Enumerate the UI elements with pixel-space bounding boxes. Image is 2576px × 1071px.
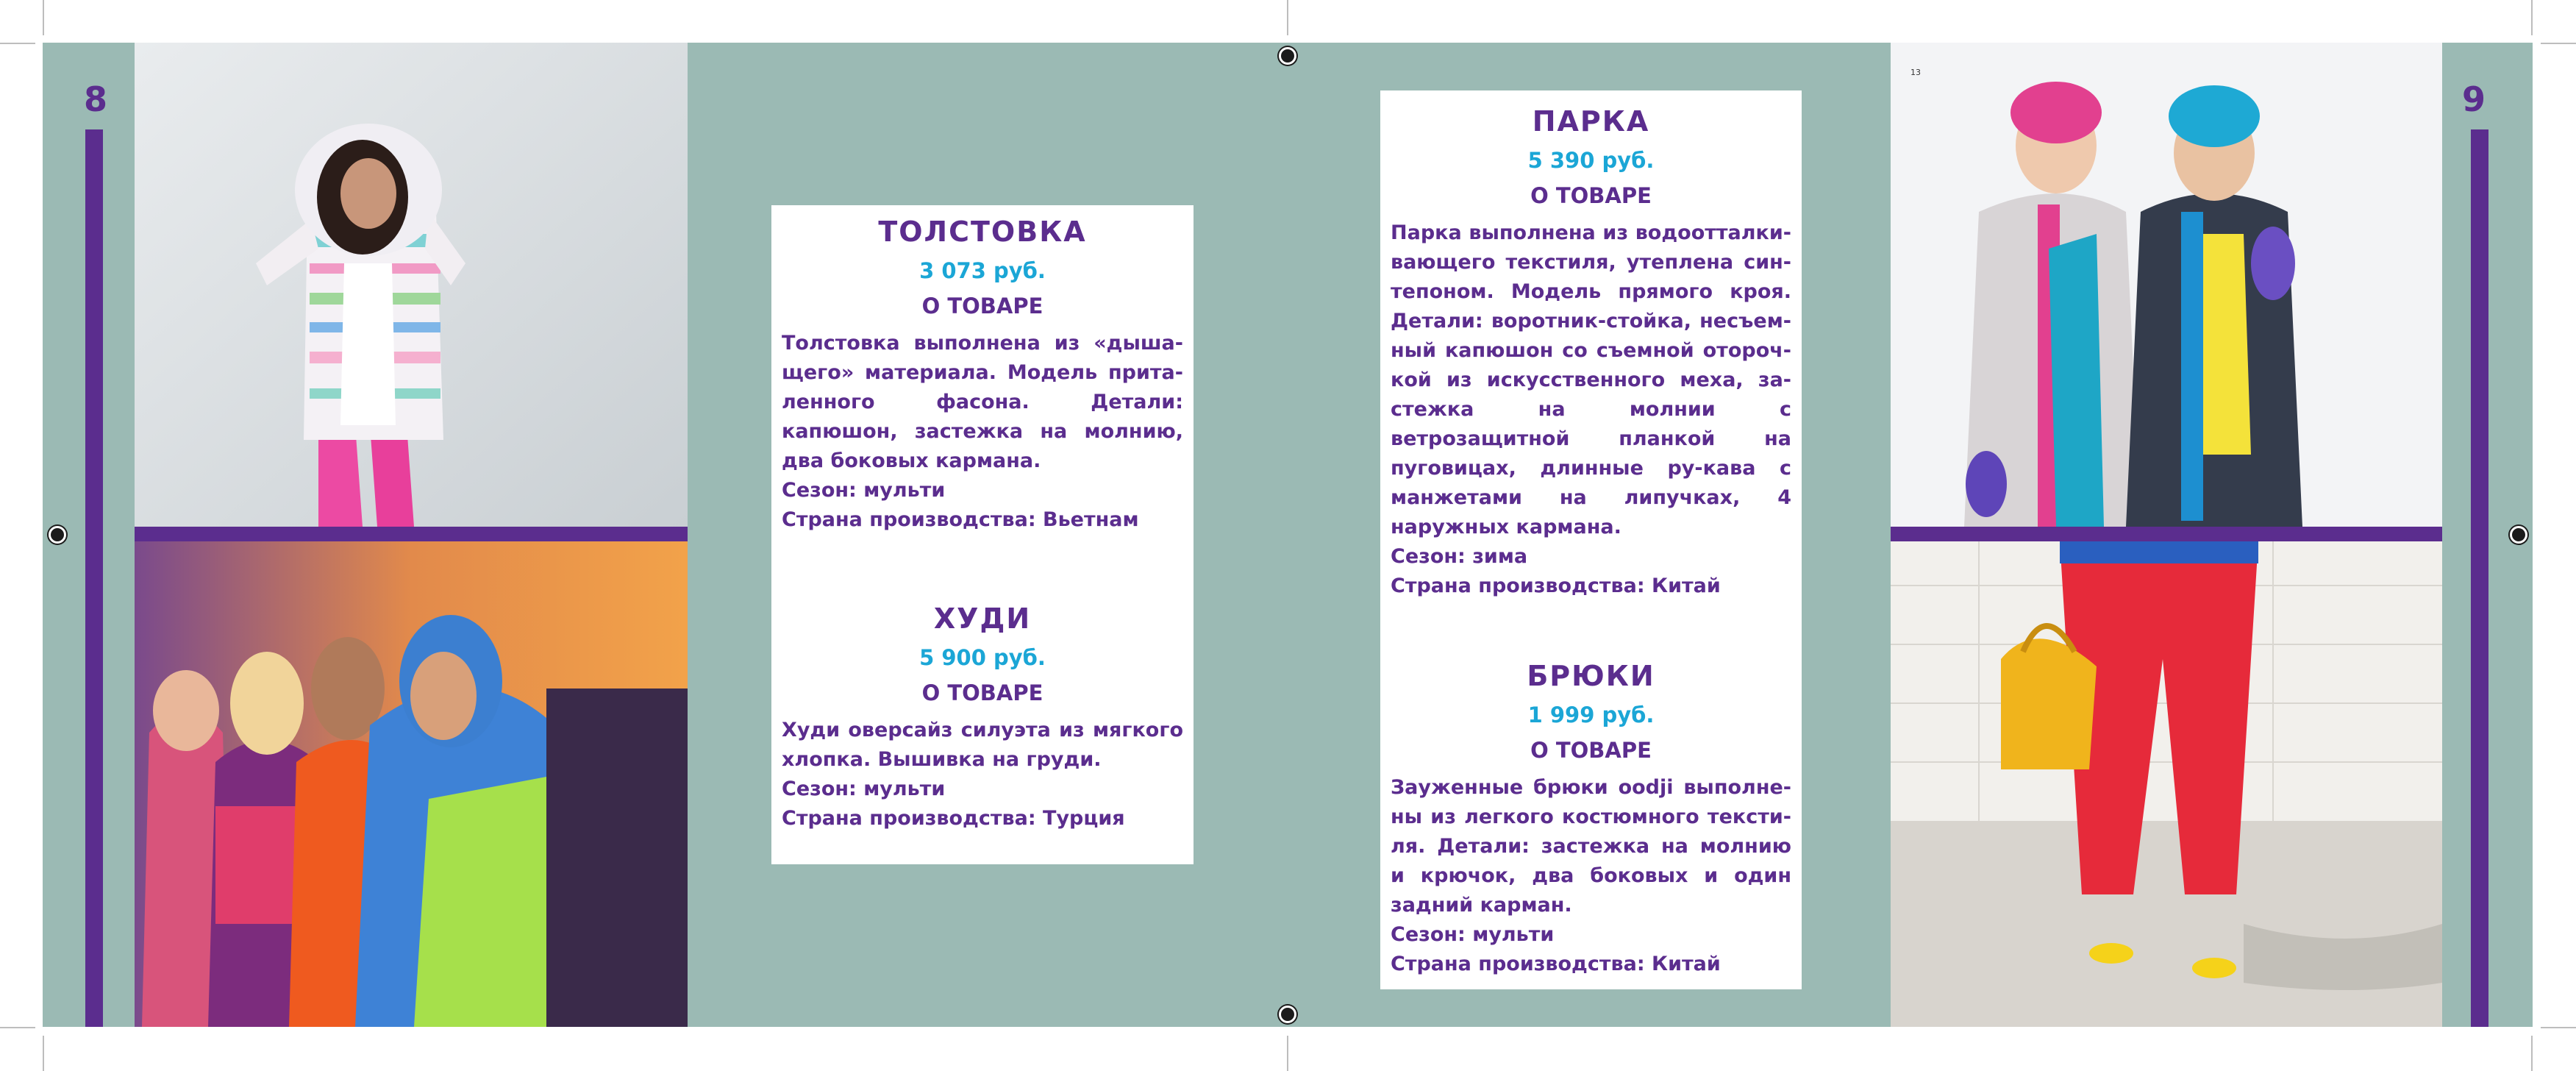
crop-mark bbox=[43, 1036, 44, 1071]
page-number-left: 8 bbox=[83, 79, 107, 119]
crop-mark bbox=[1287, 1036, 1288, 1071]
crop-mark bbox=[2541, 1027, 2576, 1028]
product-title: БРЮКИ bbox=[1527, 660, 1655, 692]
product-description: Худи оверсайз силуэта из мягкого хлопка. Вышивка на груди. bbox=[782, 719, 1183, 771]
product-card-left bbox=[771, 205, 1194, 864]
crop-mark bbox=[1287, 0, 1288, 35]
photo-woman-red-pants bbox=[1891, 541, 2442, 1027]
registration-mark bbox=[49, 526, 66, 544]
photo-girl-striped-hoodie bbox=[135, 43, 688, 527]
product-description: Зауженные брюки oodji выполне-ны из легкого костюмного тексти-ля. Детали: застежка на молнию и крючок, два боковых и один задний карман. bbox=[1391, 776, 1791, 917]
product-season: Сезон: мульти bbox=[782, 778, 946, 800]
product-season: Сезон: мульти bbox=[1391, 923, 1555, 946]
product-card-right bbox=[1380, 90, 1802, 989]
product-description: Парка выполнена из водоотталки-вающего текстиля, утеплена син-тепоном. Модель прямого кроя. Детали: воротник-стойка, несъем-ный капюшон со съемной оторoч-кой из искусственного меха, за-стежка на молнии с ветрозащитной планкой на пуговицах, длинные ру-кава с манжетами на липучках, 4 наружных кармана. bbox=[1391, 221, 1791, 538]
product-title: ТОЛСТОВКА bbox=[878, 216, 1087, 248]
crop-mark bbox=[0, 43, 35, 44]
right-horizontal-bar bbox=[1891, 527, 2442, 541]
registration-mark bbox=[1279, 1006, 1296, 1023]
product-about-heading: О ТОВАРЕ bbox=[1530, 183, 1652, 208]
product-country: Страна производства: Китай bbox=[1391, 574, 1721, 597]
product-country: Страна производства: Турция bbox=[782, 807, 1125, 830]
photo-teen-group bbox=[135, 541, 688, 1027]
product-title: ХУДИ bbox=[933, 602, 1032, 635]
photo-girls-winter-jackets bbox=[1891, 43, 2442, 527]
product-country: Страна производства: Китай bbox=[1391, 953, 1721, 975]
product-season: Сезон: мульти bbox=[782, 479, 946, 502]
crop-mark bbox=[0, 1027, 35, 1028]
product-about-heading: О ТОВАРЕ bbox=[1530, 738, 1652, 763]
product-country: Страна производства: Вьетнам bbox=[782, 508, 1139, 531]
product-price: 3 073 руб. bbox=[919, 258, 1046, 283]
crop-mark bbox=[2531, 0, 2533, 35]
left-horizontal-bar bbox=[135, 527, 688, 541]
registration-mark bbox=[1279, 47, 1296, 65]
left-vertical-bar bbox=[85, 129, 103, 1027]
product-price: 5 390 руб. bbox=[1527, 148, 1655, 173]
product-description: Толстовка выполнена из «дыша-щего» материала. Модель прита-ленного фасона. Детали: капюшон, застежка на молнию, два боковых кармана. bbox=[782, 332, 1183, 472]
product-price: 1 999 руб. bbox=[1527, 702, 1655, 727]
right-vertical-bar bbox=[2471, 129, 2488, 1027]
crop-mark bbox=[43, 0, 44, 35]
registration-mark bbox=[2510, 526, 2527, 544]
page-number-right: 9 bbox=[2461, 79, 2486, 119]
product-season: Сезон: зима bbox=[1391, 545, 1528, 568]
product-about-heading: О ТОВАРЕ bbox=[921, 293, 1043, 319]
crop-mark bbox=[2541, 43, 2576, 44]
crop-mark bbox=[2531, 1036, 2533, 1071]
product-price: 5 900 руб. bbox=[919, 645, 1046, 670]
product-about-heading: О ТОВАРЕ bbox=[921, 680, 1043, 705]
tiny-page-label: 13 bbox=[1910, 68, 1921, 77]
product-title: ПАРКА bbox=[1532, 105, 1650, 138]
